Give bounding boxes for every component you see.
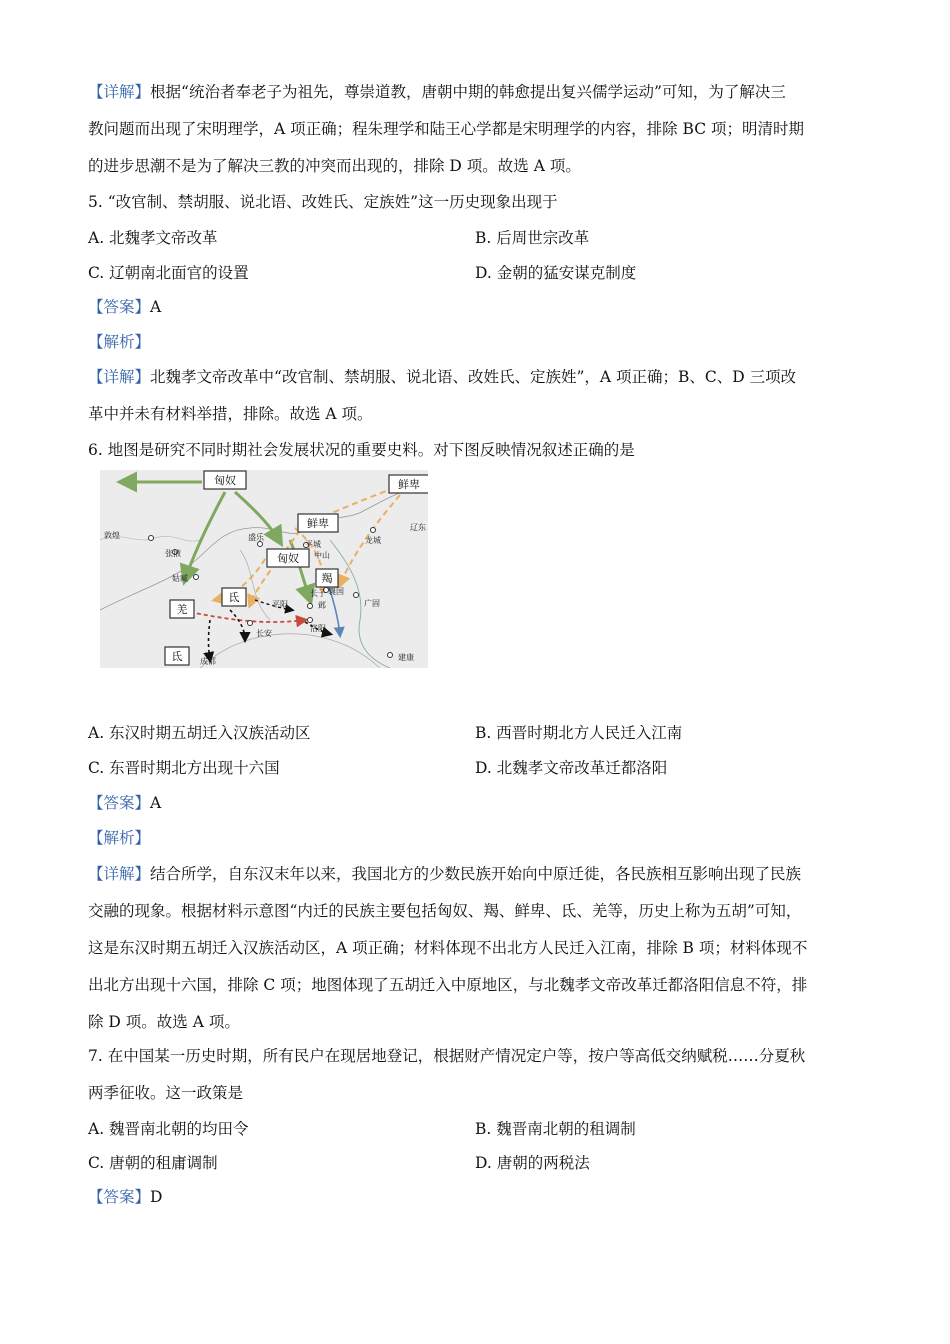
q6-option-c: C. 东晋时期北方出现十六国 xyxy=(88,759,280,777)
q7-option-c: C. 唐朝的租庸调制 xyxy=(88,1154,218,1172)
q7-stem-line: 7. 在中国某一历史时期，所有民户在现居地登记，根据财产情况定户等，按户等高低交纳赋税……分夏秋 xyxy=(88,1047,806,1065)
place-label: 洛阳 xyxy=(310,624,326,633)
city-dot xyxy=(308,618,313,623)
tribe-label: 匈奴 xyxy=(214,474,236,487)
q4-detail-line: 教问题而出现了宋明理学，A 项正确；程朱理学和陆王心学都是宋明理学的内容，排除 BC 项；明清时期 xyxy=(88,120,805,138)
place-label: 广固 xyxy=(364,599,380,608)
q5-option-b: B. 后周世宗改革 xyxy=(475,229,590,247)
answer-tag: 【答案】 xyxy=(88,1188,151,1206)
place-label: 襄国 xyxy=(328,587,344,596)
q6-option-d: D. 北魏孝文帝改革迁都洛阳 xyxy=(475,759,668,777)
city-dot xyxy=(371,528,376,533)
city-dot xyxy=(354,593,359,598)
city-dot xyxy=(258,542,263,547)
q7-answer: 【答案】D xyxy=(88,1188,163,1206)
city-dot xyxy=(388,653,393,658)
place-label: 平城 xyxy=(305,540,321,549)
place-label: 邺 xyxy=(318,601,326,610)
q5-answer: 【答案】A xyxy=(88,298,162,316)
place-label: 建康 xyxy=(398,653,414,662)
map-background xyxy=(100,470,428,668)
q5-stem: 5. “改官制、禁胡服、说北语、改姓氏、定族姓”这一历史现象出现于 xyxy=(88,193,558,211)
tribe-label: 羯 xyxy=(321,572,333,585)
q6-option-b: B. 西晋时期北方人民迁入江南 xyxy=(475,724,683,742)
q7-option-a: A. 魏晋南北朝的均田令 xyxy=(88,1120,249,1138)
city-dot xyxy=(149,536,154,541)
detail-tag: 【详解】 xyxy=(88,83,151,101)
city-dot xyxy=(308,604,313,609)
q5-detail-line: 【详解】北魏孝文帝改革中“改官制、禁胡服、说北语、改姓氏、定族姓”，A 项正确；B、C、D 三项改 xyxy=(88,368,797,386)
q5-option-c: C. 辽朝南北面官的设置 xyxy=(88,264,249,282)
place-label: 中山 xyxy=(314,551,330,560)
answer-tag: 【答案】 xyxy=(88,298,151,316)
q5-detail-line: 革中并未有材料举措，排除。故选 A 项。 xyxy=(88,405,373,423)
q7-option-b: B. 魏晋南北朝的租调制 xyxy=(475,1120,636,1138)
detail-tag: 【详解】 xyxy=(88,368,151,386)
tribe-label: 鲜卑 xyxy=(307,517,329,530)
tribe-label: 氐 xyxy=(228,591,240,604)
q5-option-a: A. 北魏孝文帝改革 xyxy=(88,229,218,247)
q6-stem: 6. 地图是研究不同时期社会发展状况的重要史料。对下图反映情况叙述正确的是 xyxy=(88,441,635,459)
place-label: 盛乐 xyxy=(248,533,264,542)
place-label: 张掖 xyxy=(165,549,181,558)
q6-analysis-tag: 【解析】 xyxy=(88,829,151,847)
place-label: 龙城 xyxy=(365,536,381,545)
q7-option-d: D. 唐朝的两税法 xyxy=(475,1154,590,1172)
q6-detail-line: 【详解】结合所学，自东汉末年以来，我国北方的少数民族开始向中原迁徙，各民族相互影响出现了民族 xyxy=(88,865,802,883)
q4-detail-line: 的进步思潮不是为了解决三教的冲突而出现的，排除 D 项。故选 A 项。 xyxy=(88,157,581,175)
place-label: 长安 xyxy=(256,629,272,638)
detail-tag: 【详解】 xyxy=(88,865,151,883)
q6-answer: 【答案】A xyxy=(88,794,162,812)
migration-map xyxy=(100,470,428,668)
tribe-label: 鲜卑 xyxy=(398,478,420,491)
q6-detail-line: 交融的现象。根据材料示意图“内迁的民族主要包括匈奴、羯、鲜卑、氐、羌等，历史上称为五胡”可知， xyxy=(88,902,802,920)
place-label: 敦煌 xyxy=(104,531,120,540)
city-dot xyxy=(194,575,199,580)
city-dot xyxy=(248,621,253,626)
q5-analysis-tag: 【解析】 xyxy=(88,333,151,351)
answer-tag: 【答案】 xyxy=(88,794,151,812)
tribe-label: 匈奴 xyxy=(277,552,299,565)
tribe-label: 羌 xyxy=(176,603,188,616)
place-label: 成都 xyxy=(200,657,216,666)
q7-stem-line: 两季征收。这一政策是 xyxy=(88,1084,244,1102)
q6-detail-line: 出北方出现十六国，排除 C 项；地图体现了五胡迁入中原地区，与北魏孝文帝改革迁都洛阳信息不符，排 xyxy=(88,976,808,994)
place-label: 长子 xyxy=(310,589,326,598)
tribe-label: 氐 xyxy=(171,650,183,663)
q4-detail-line: 【详解】根据“统治者奉老子为祖先，尊崇道教，唐朝中期的韩愈提出复兴儒学运动”可知，为了解决三 xyxy=(88,83,786,101)
q6-detail-line: 这是东汉时期五胡迁入汉族活动区，A 项正确；材料体现不出北方人民迁入江南，排除 B 项；材料体现不 xyxy=(88,939,808,957)
place-label: 姑臧 xyxy=(172,574,188,583)
q6-option-a: A. 东汉时期五胡迁入汉族活动区 xyxy=(88,724,311,742)
q6-detail-line: 除 D 项。故选 A 项。 xyxy=(88,1013,240,1031)
q5-option-d: D. 金朝的猛安谋克制度 xyxy=(475,264,637,282)
place-label: 辽东 xyxy=(410,523,426,532)
place-label: 平阳 xyxy=(272,600,288,609)
